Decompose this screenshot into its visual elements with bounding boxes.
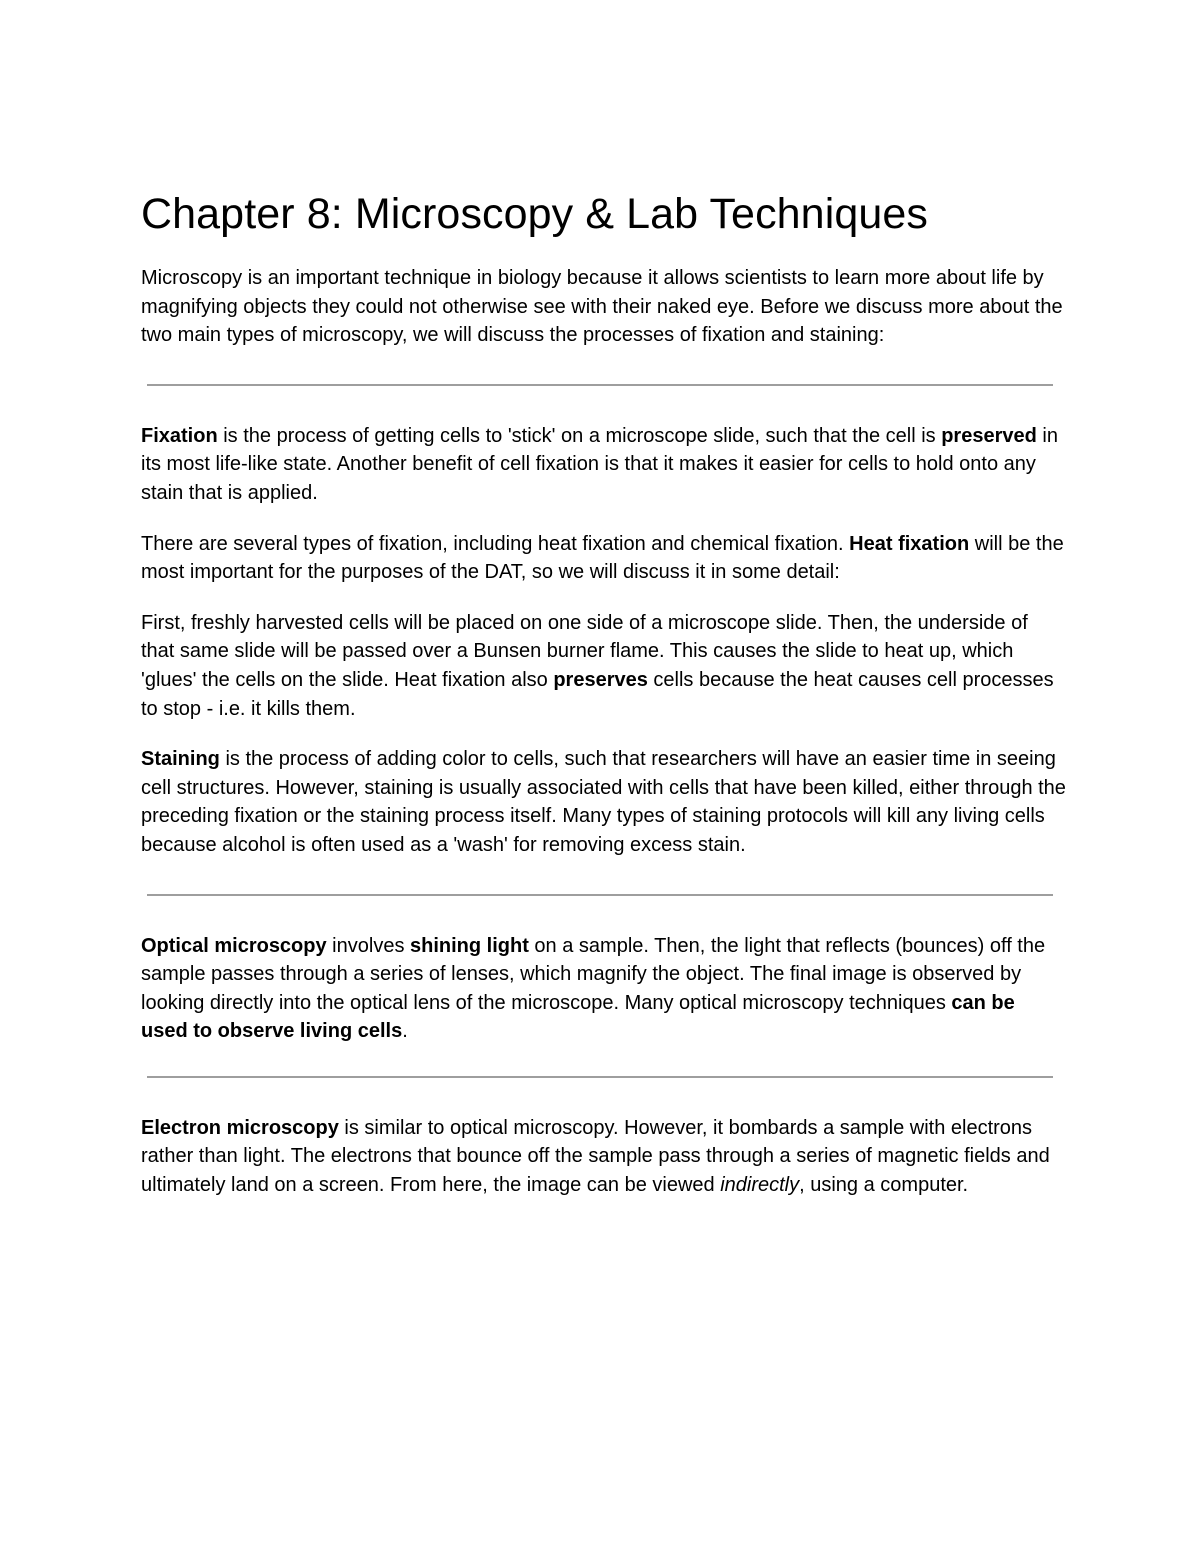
- fixation-text-2: in its most life-like state. Another benefit of cell fixation is that it makes it easier for cells to hold onto any stain that is applied.: [141, 424, 1058, 504]
- electron-text-2: , using a computer.: [799, 1174, 969, 1197]
- optical-bold-living-cells: can be used to observe living cells: [141, 991, 1015, 1043]
- electron-text-1: is similar to optical microscopy. However, it bombards a sample with electrons rather than light. The electrons that bounce off the sample pass through a series of magnetic fields and ultimately land on a screen. From here, the image can be viewed: [141, 1116, 1050, 1197]
- staining-paragraph: [141, 745, 1066, 859]
- intro-text: Microscopy is an important technique in biology because it allows scientists to learn more about life by magnifying objects they could not otherwise see with their naked eye. Before we discuss more about the two main types of microscopy, we will discuss the processes of fixation and staining:: [141, 267, 1063, 347]
- fixation-term: Fixation: [141, 424, 218, 447]
- section-divider: [147, 384, 1053, 386]
- document-page: [141, 188, 1066, 1222]
- heat-fixation-paragraph: [141, 609, 1066, 723]
- electron-italic-indirectly: indirectly: [720, 1174, 800, 1197]
- types-text-2: will be the most important for the purposes of the DAT, so we will discuss it in some detail:: [141, 532, 1064, 584]
- optical-text-2: on a sample. Then, the light that reflects (bounces) off the sample passes through a series of lenses, which magnify the object. The final image is observed by looking directly into the optical lens of the microscope. Many optical microscopy techniques: [141, 934, 1046, 1014]
- fixation-bold-preserved: preserved: [941, 424, 1037, 447]
- heat-text-1: First, freshly harvested cells will be placed on one side of a microscope slide. Then, the underside of that same slide will be passed over a Bunsen burner flame. This causes the slide to heat up, which 'glues' the cells on the slide. Heat fixation also: [141, 611, 1028, 691]
- optical-bold-shining-light: shining light: [410, 934, 529, 957]
- staining-term: Staining: [141, 748, 220, 771]
- electron-term: Electron microscopy: [141, 1116, 339, 1139]
- types-text-1: There are several types of fixation, including heat fixation and chemical fixation.: [141, 532, 850, 555]
- section-divider: [147, 1076, 1053, 1078]
- heat-bold-preserves: preserves: [553, 668, 648, 691]
- fixation-paragraph: [141, 422, 1066, 508]
- staining-text-1: is the process of adding color to cells, such that researchers will have an easier time in seeing cell structures. However, staining is usually associated with cells that have been killed, either through the preceding fixation or the staining process itself. Many types of staining protocols will kill any living cells because alcohol is often used as a 'wash' for removing excess stain.: [141, 748, 1066, 856]
- chapter-title: Chapter 8: Microscopy & Lab Techniques: [141, 190, 928, 238]
- electron-microscopy-paragraph: [141, 1114, 1066, 1200]
- optical-text-3: .: [402, 1020, 408, 1043]
- fixation-types-paragraph: [141, 530, 1066, 587]
- types-bold-heat-fixation: Heat fixation: [849, 532, 970, 555]
- optical-text-1: involves: [326, 934, 410, 957]
- intro-paragraph: [141, 264, 1066, 350]
- optical-microscopy-paragraph: [141, 932, 1066, 1046]
- optical-term: Optical microscopy: [141, 934, 327, 957]
- section-divider: [147, 894, 1053, 896]
- heat-text-2: cells because the heat causes cell processes to stop - i.e. it kills them.: [141, 668, 1054, 720]
- fixation-text-1: is the process of getting cells to 'stick' on a microscope slide, such that the cell is: [217, 424, 942, 447]
